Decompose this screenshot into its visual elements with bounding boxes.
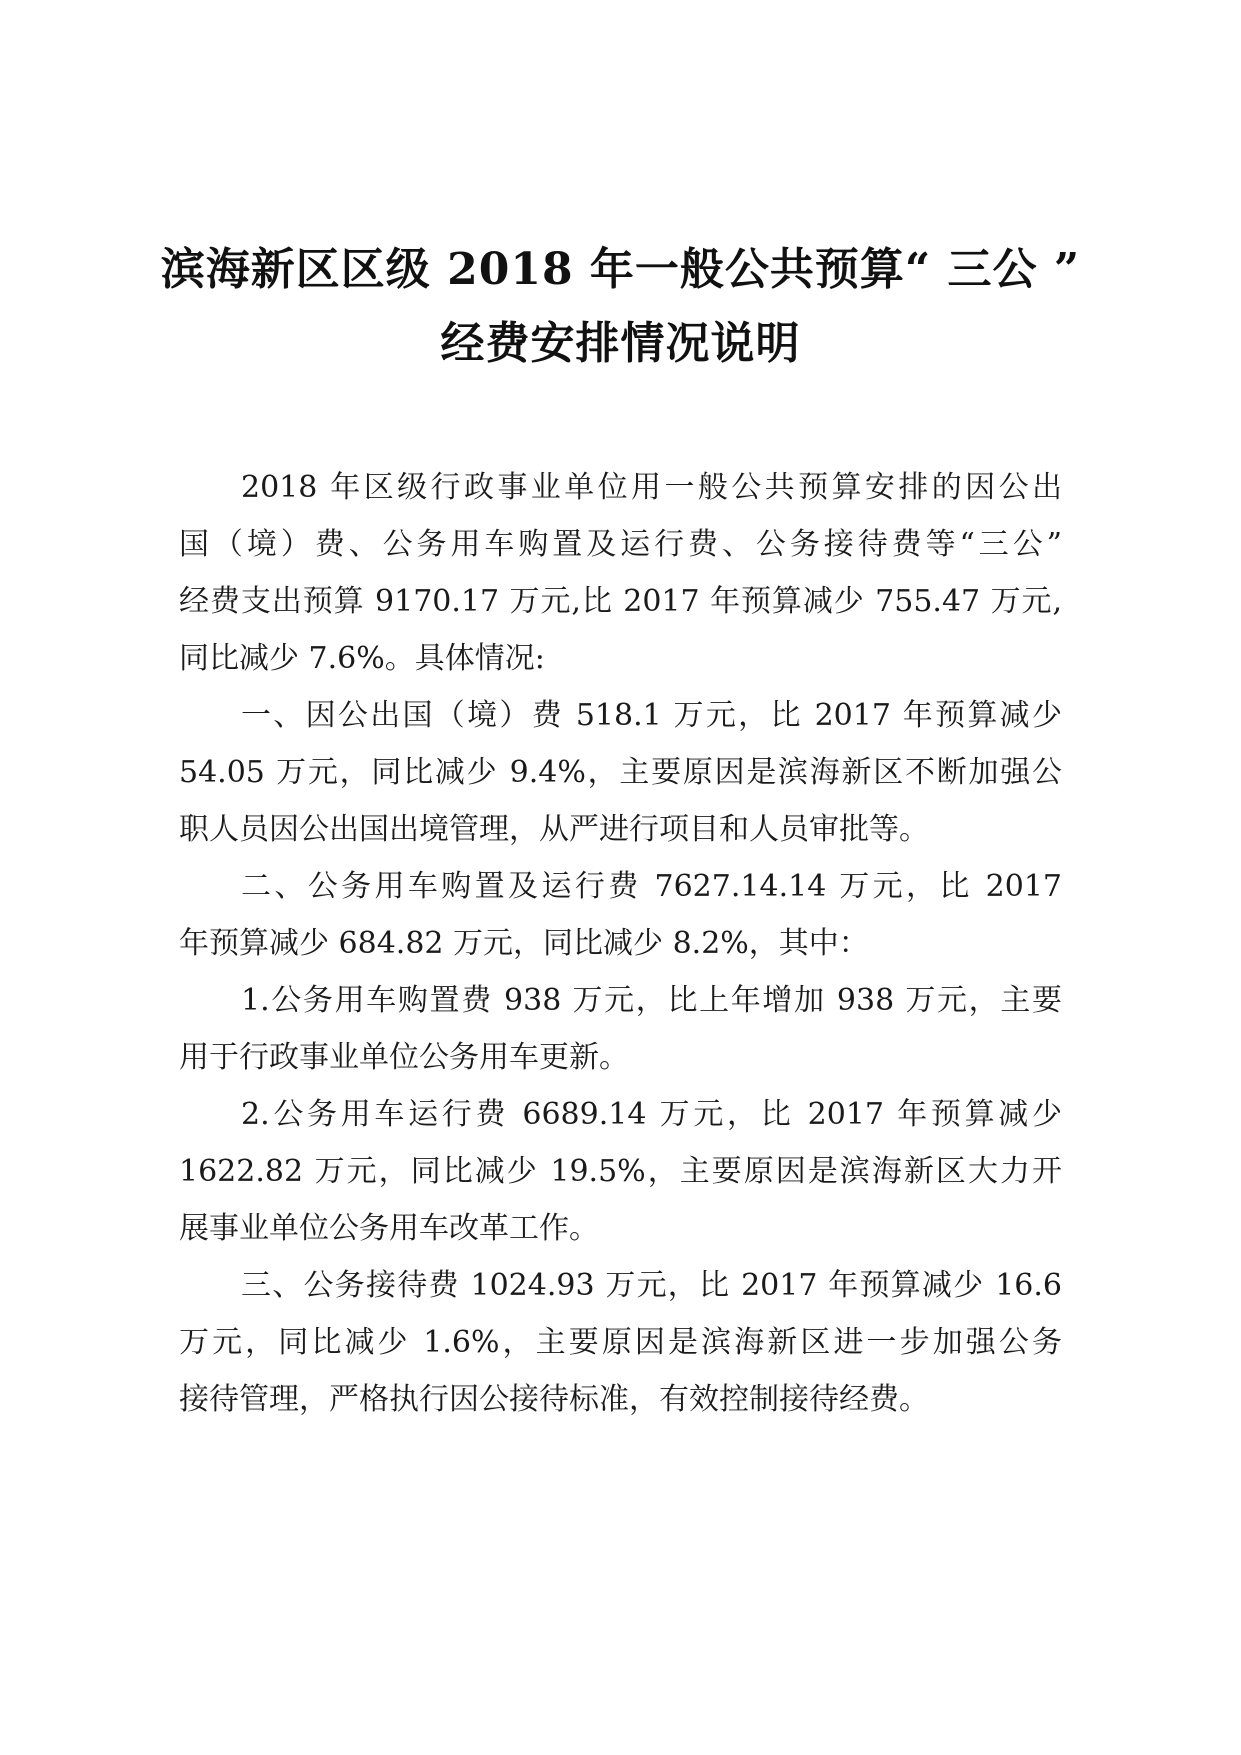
paragraph-vehicle-operation [179, 1086, 1062, 1257]
paragraph-vehicles [179, 858, 1062, 972]
text-line: 展事业单位公务用车改革工作。 [179, 1211, 599, 1246]
title-line: 经费安排情况说明 [440, 318, 801, 369]
text-line: 三、公务接待费 1024.93 万元，比 2017 年预算减少 16.6 [241, 1268, 1062, 1303]
text-line: 经费支出预算 9170.17 万元,比 2017 年预算减少 755.47 万元, [179, 584, 1062, 619]
text-line: 2018 年区级行政事业单位用一般公共预算安排的因公出 [241, 470, 1062, 505]
text-line: 二、公务用车购置及运行费 7627.14.14 万元，比 2017 [241, 869, 1062, 904]
text-line: 用于行政事业单位公务用车更新。 [179, 1040, 629, 1075]
document-title [150, 238, 1091, 376]
document-body [179, 459, 1062, 1428]
text-line: 一、因公出国（境）费 518.1 万元，比 2017 年预算减少 [241, 698, 1062, 733]
paragraph-reception [179, 1257, 1062, 1428]
text-line: 2.公务用车运行费 6689.14 万元，比 2017 年预算减少 [241, 1097, 1062, 1132]
text-line: 万元，同比减少 1.6%，主要原因是滨海新区进一步加强公务 [179, 1325, 1062, 1360]
text-line: 54.05 万元，同比减少 9.4%，主要原因是滨海新区不断加强公 [179, 755, 1062, 790]
text-line: 国（境）费、公务用车购置及运行费、公务接待费等“三公” [179, 527, 1062, 562]
title-line: 滨海新区区级 2018 年一般公共预算“ 三公 ” [160, 244, 1081, 295]
text-line: 年预算减少 684.82 万元，同比减少 8.2%，其中： [179, 926, 869, 961]
text-line: 1.公务用车购置费 938 万元，比上年增加 938 万元，主要 [241, 983, 1062, 1018]
paragraph-overseas-travel [179, 687, 1062, 858]
text-line: 职人员因公出国出境管理，从严进行项目和人员审批等。 [179, 812, 929, 847]
text-line: 同比减少 7.6%。具体情况: [179, 641, 545, 676]
text-line: 1622.82 万元，同比减少 19.5%，主要原因是滨海新区大力开 [179, 1154, 1062, 1189]
text-line: 接待管理，严格执行因公接待标准，有效控制接待经费。 [179, 1382, 929, 1417]
paragraph-summary [179, 459, 1062, 687]
paragraph-vehicle-purchase [179, 972, 1062, 1086]
